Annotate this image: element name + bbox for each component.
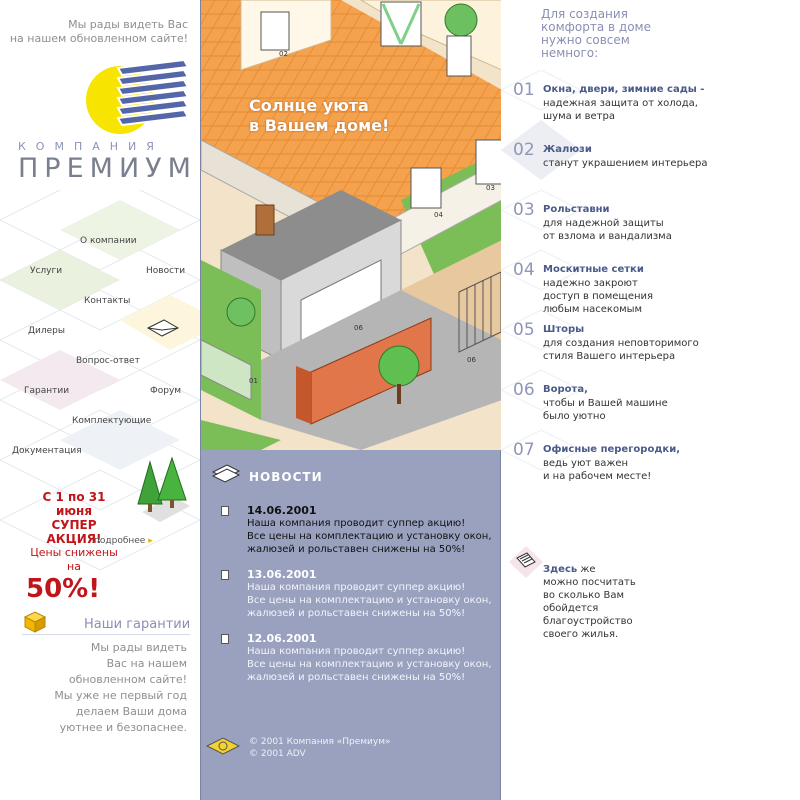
greeting-line: Мы рады видеть Вас (68, 18, 188, 31)
nav-guarantees[interactable]: Гарантии (24, 386, 70, 396)
copyright (249, 736, 391, 760)
document-icon (221, 506, 229, 516)
feature-number: 04 (513, 260, 535, 280)
intro-text (541, 8, 651, 60)
news-text: жалюзей и рольставен снижены на 50%! (247, 544, 466, 555)
logo-tagline: КОМПАНИЯ (18, 140, 164, 153)
document-icon (221, 570, 229, 580)
nav-faq[interactable]: Вопрос-ответ (76, 356, 140, 366)
news-text: Наша компания проводит суппер акцию! (247, 518, 466, 529)
guarantees-line: Мы рады видеть (90, 641, 187, 654)
calc-text[interactable] (543, 563, 636, 641)
greeting (8, 18, 188, 46)
house-label: 06 (354, 324, 363, 332)
house-label: 03 (486, 184, 495, 192)
calc-line: во сколько Вам (543, 590, 625, 601)
right-column (501, 0, 800, 800)
news-date: 14.06.2001 (247, 504, 317, 517)
promo-percent: 50%! (26, 574, 101, 604)
news-text: Наша компания проводит суппер акцию! (247, 646, 466, 657)
copyright-line: © 2001 Компания «Премиум» (249, 737, 391, 747)
greeting-line: на нашем обновленном сайте! (9, 32, 188, 45)
house-illustration (201, 0, 502, 450)
feature-number: 06 (513, 380, 535, 400)
house-label: 02 (279, 50, 288, 58)
hero-line: Солнце уюта (249, 96, 369, 115)
newspaper-icon (211, 462, 241, 486)
news-text: Все цены на комплектацию и установку окон, (247, 595, 492, 606)
feature-title: Офисные перегородки, (543, 444, 680, 455)
calc-line: своего жилья. (543, 629, 619, 640)
promo-text: Цены снижены на (30, 546, 118, 573)
guarantees-line: уютнее и безопаснее. (59, 721, 187, 734)
more-link-label: подробнее (94, 536, 146, 546)
guarantees-heading[interactable]: Наши гарантии (84, 617, 191, 632)
feature-text: для надежной защиты от взлома и вандализма (543, 218, 672, 242)
box-icon (22, 610, 48, 634)
guarantees-line: Вас на нашем (106, 657, 187, 670)
calc-line: можно посчитать (543, 577, 636, 588)
guarantees-divider (22, 634, 190, 635)
news-item[interactable] (247, 568, 497, 620)
document-icon (221, 634, 229, 644)
intro-line: комфорта в доме (541, 20, 651, 34)
calc-line: же (580, 564, 596, 575)
calculator-icon (509, 542, 543, 582)
nav-dealers[interactable]: Дилеры (28, 326, 65, 336)
news-text: Все цены на комплектацию и установку окон, (247, 659, 492, 670)
feature-text: надежно закроют доступ в помещения любым насекомым (543, 278, 654, 315)
center-column (200, 0, 501, 800)
guarantees-text (27, 640, 187, 736)
feature-title: Окна, двери, зимние сады - (543, 84, 705, 95)
feature-number: 05 (513, 320, 535, 340)
feature-title: Жалюзи (543, 144, 592, 155)
news-item[interactable] (247, 632, 497, 684)
promo-title: СУПЕР АКЦИЯ! (46, 518, 102, 546)
feature-title: Москитные сетки (543, 264, 644, 275)
calc-link[interactable]: Здесь (543, 564, 578, 575)
feature-title: Рольставни (543, 204, 610, 215)
calc-line: благоустройство (543, 616, 633, 627)
guarantees-line: обновленном сайте! (68, 673, 187, 686)
news-text: Наша компания проводит суппер акцию! (247, 582, 466, 593)
news-text: Все цены на комплектацию и установку окон, (247, 531, 492, 542)
copyright-line: © 2001 ADV (249, 749, 306, 759)
intro-line: Для создания (541, 7, 628, 21)
left-column (0, 0, 200, 800)
feature-title: Ворота, (543, 384, 588, 395)
more-link[interactable] (94, 536, 153, 546)
guarantees-line: делаем Ваши дома (75, 705, 187, 718)
logo-sun-icon (84, 58, 194, 142)
intro-line: нужно совсем (541, 33, 630, 47)
nav-accessories[interactable]: Комплектующие (72, 416, 152, 426)
hero-slogan (249, 96, 389, 136)
news-date: 12.06.2001 (247, 632, 317, 645)
news-text: жалюзей и рольставен снижены на 50%! (247, 608, 466, 619)
tree-icon (132, 454, 192, 524)
copyright-icon (205, 736, 241, 756)
nav-about[interactable]: О компании (80, 236, 137, 246)
arrow-right-icon: ▸ (148, 536, 153, 546)
nav-forum[interactable]: Форум (150, 386, 182, 396)
hero-line: в Вашем доме! (249, 116, 390, 135)
feature-title: Шторы (543, 324, 585, 335)
nav-news[interactable]: Новости (146, 266, 186, 276)
feature-text: чтобы и Вашей машине было уютно (543, 398, 668, 422)
promo-block[interactable] (26, 490, 122, 604)
feature-text: надежная защита от холода, шума и ветра (543, 98, 698, 122)
feature-number: 03 (513, 200, 535, 220)
feature-number: 02 (513, 140, 535, 160)
logo-name[interactable]: ПРЕМИУМ (18, 153, 197, 184)
feature-number: 07 (513, 440, 535, 460)
news-heading[interactable]: НОВОСТИ (249, 470, 323, 484)
house-label: 04 (434, 211, 443, 219)
news-text: жалюзей и рольставен снижены на 50%! (247, 672, 466, 683)
feature-text: для создания неповторимого стиля Вашего интерьера (543, 338, 699, 362)
feature-text: станут украшением интерьера (543, 158, 708, 169)
envelope-icon (146, 318, 180, 340)
promo-dates: С 1 по 31 июня (42, 490, 106, 518)
news-item[interactable] (247, 504, 497, 556)
house-label: 06 (467, 356, 476, 364)
house-label: 01 (249, 377, 258, 385)
news-date: 13.06.2001 (247, 568, 317, 581)
nav-services[interactable]: Услуги (30, 266, 63, 276)
intro-line: немного: (541, 46, 599, 60)
nav-documentation[interactable]: Документация (12, 446, 82, 456)
nav-contacts[interactable]: Контакты (84, 296, 131, 306)
calc-line: обойдется (543, 603, 599, 614)
feature-number: 01 (513, 80, 535, 100)
feature-text: ведь уют важен и на рабочем месте! (543, 458, 652, 482)
guarantees-line: Мы уже не первый год (54, 689, 187, 702)
